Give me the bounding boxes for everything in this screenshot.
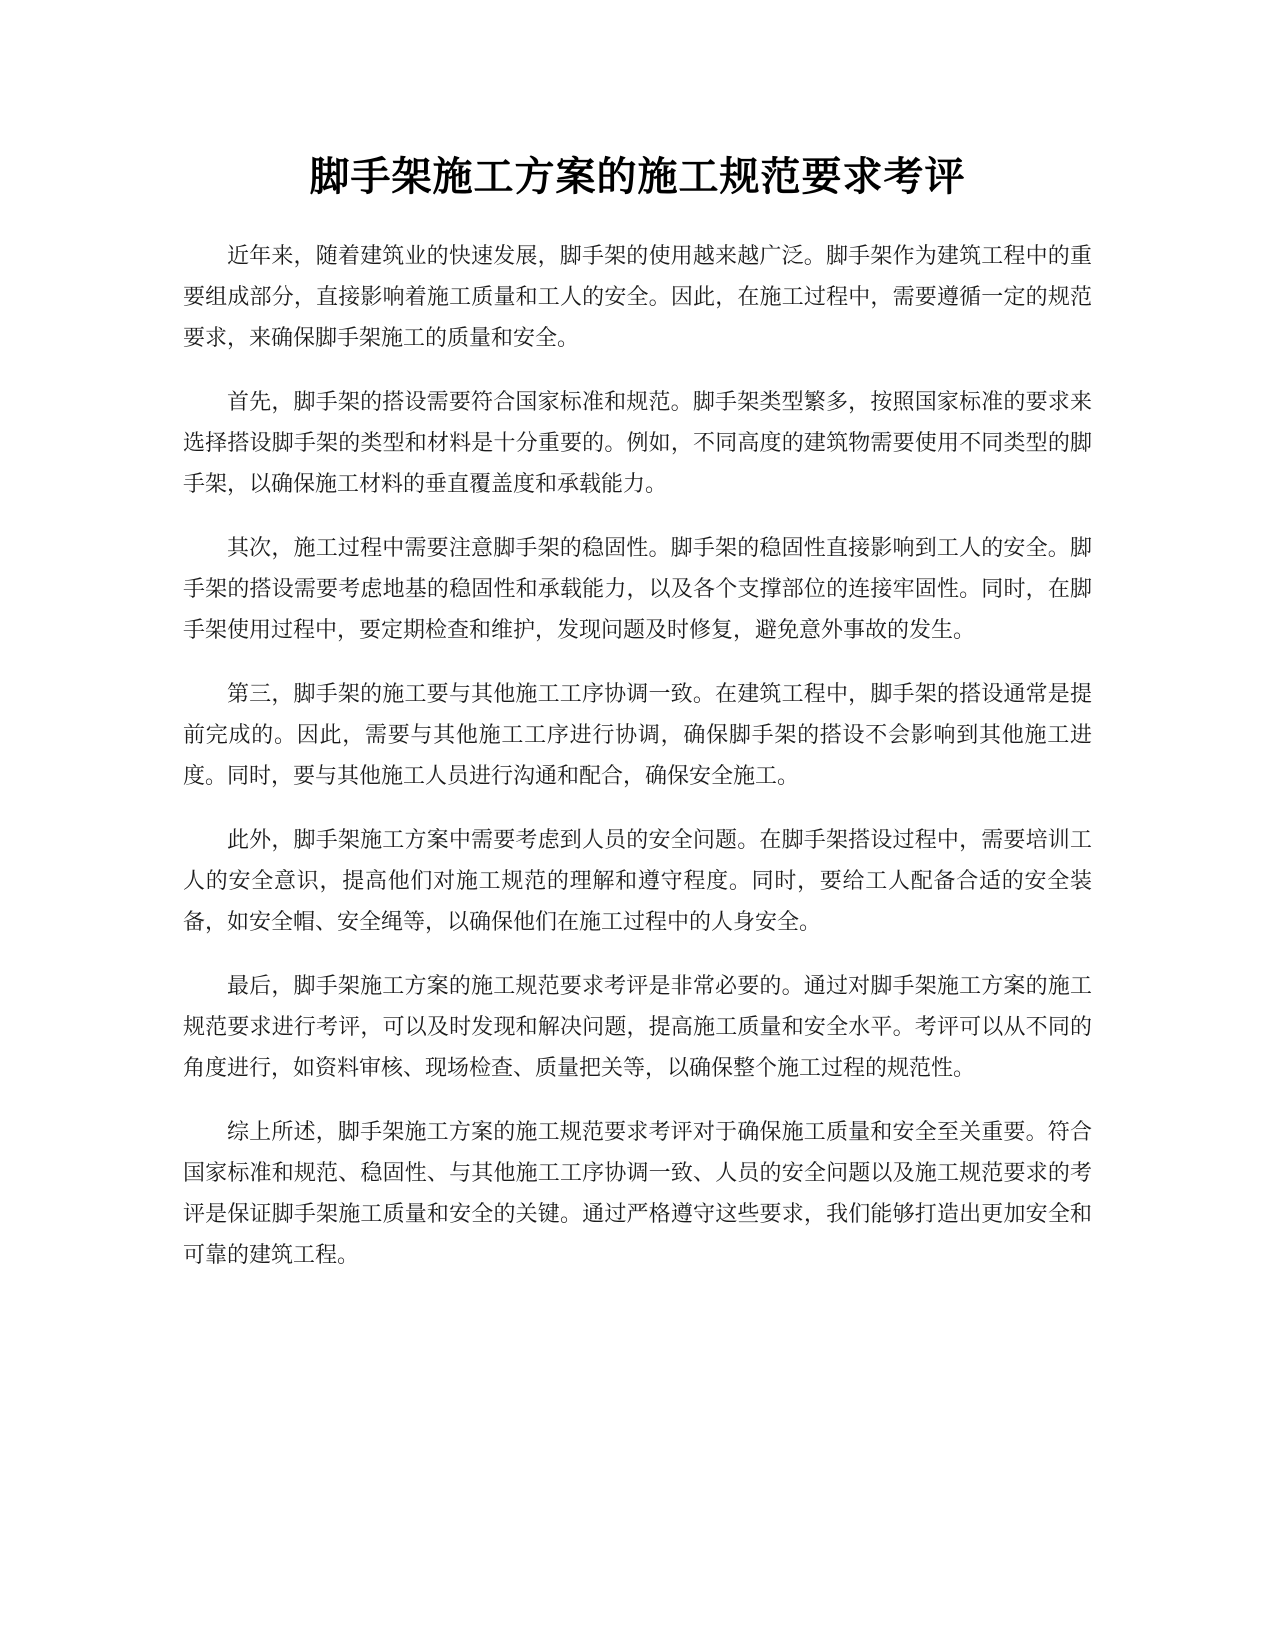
paragraph-second: 其次，施工过程中需要注意脚手架的稳固性。脚手架的稳固性直接影响到工人的安全。脚手架的搭设需要考虑地基的稳固性和承载能力，以及各个支撑部位的连接牢固性。同时，在脚手架使用过程中，要定期检查和维护，发现问题及时修复，避免意外事故的发生。 bbox=[183, 536, 1092, 643]
paragraph-first: 首先，脚手架的搭设需要符合国家标准和规范。脚手架类型繁多，按照国家标准的要求来选择搭设脚手架的类型和材料是十分重要的。例如，不同高度的建筑物需要使用不同类型的脚手架，以确保施工材料的垂直覆盖度和承载能力。 bbox=[183, 390, 1092, 497]
paragraph-intro: 近年来，随着建筑业的快速发展，脚手架的使用越来越广泛。脚手架作为建筑工程中的重要组成部分，直接影响着施工质量和工人的安全。因此，在施工过程中，需要遵循一定的规范要求，来确保脚手架施工的质量和安全。 bbox=[183, 244, 1092, 351]
paragraph-additionally: 此外，脚手架施工方案中需要考虑到人员的安全问题。在脚手架搭设过程中，需要培训工人的安全意识，提高他们对施工规范的理解和遵守程度。同时，要给工人配备合适的安全装备，如安全帽、安全绳等，以确保他们在施工过程中的人身安全。 bbox=[183, 828, 1092, 935]
document-title: 脚手架施工方案的施工规范要求考评 bbox=[309, 154, 966, 200]
paragraph-conclusion: 综上所述，脚手架施工方案的施工规范要求考评对于确保施工质量和安全至关重要。符合国家标准和规范、稳固性、与其他施工工序协调一致、人员的安全问题以及施工规范要求的考评是保证脚手架施工质量和安全的关键。通过严格遵守这些要求，我们能够打造出更加安全和可靠的建筑工程。 bbox=[183, 1120, 1092, 1268]
paragraph-finally: 最后，脚手架施工方案的施工规范要求考评是非常必要的。通过对脚手架施工方案的施工规范要求进行考评，可以及时发现和解决问题，提高施工质量和安全水平。考评可以从不同的角度进行，如资料审核、现场检查、质量把关等，以确保整个施工过程的规范性。 bbox=[183, 974, 1092, 1081]
paragraph-third: 第三，脚手架的施工要与其他施工工序协调一致。在建筑工程中，脚手架的搭设通常是提前完成的。因此，需要与其他施工工序进行协调，确保脚手架的搭设不会影响到其他施工进度。同时，要与其他施工人员进行沟通和配合，确保安全施工。 bbox=[183, 682, 1092, 789]
